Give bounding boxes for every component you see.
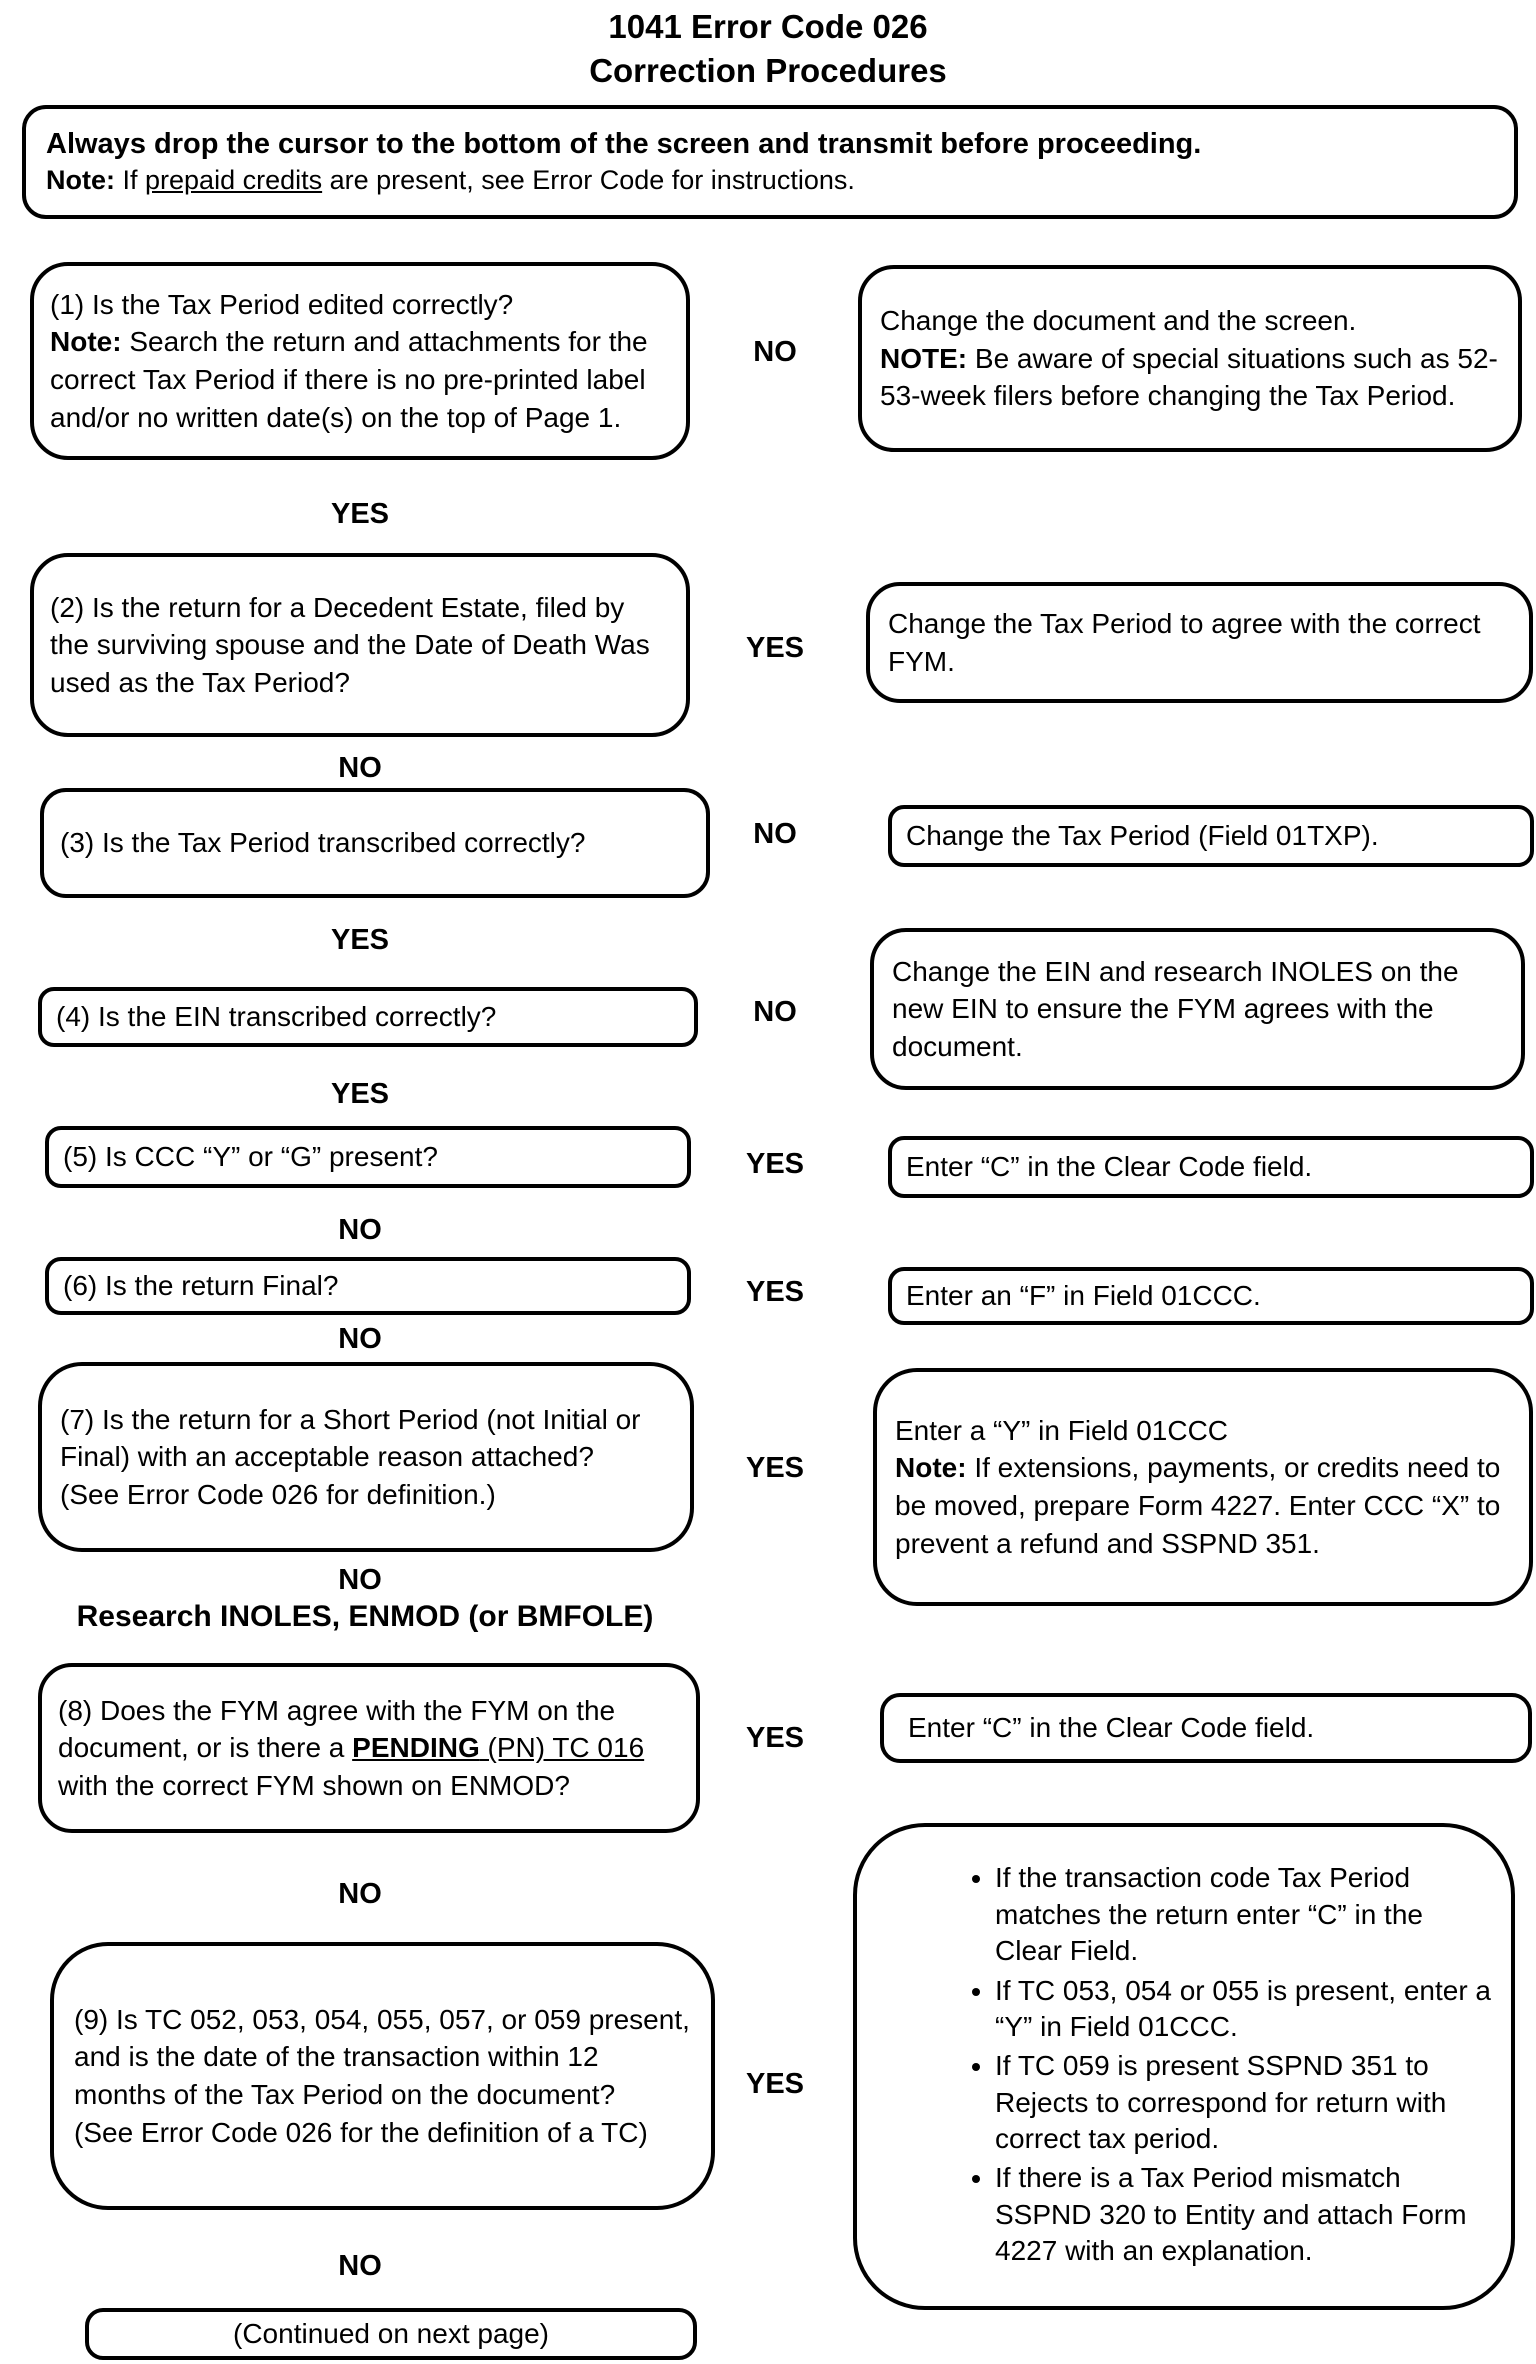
question-9-box xyxy=(50,1942,715,2210)
header-note-label: Note: xyxy=(46,165,115,196)
question-8-pending-rest: (PN) TC 016 xyxy=(479,1732,645,1764)
answer-7-main: Enter a “Y” in Field 01CCC xyxy=(895,1414,1229,1446)
label-yes-9: YES xyxy=(745,2068,805,2100)
answer-9-bullet: • If the transaction code Tax Period matches the return enter “C” in the Clear Field. xyxy=(995,1860,1495,1969)
question-8-pending-bold: PENDING xyxy=(352,1732,480,1764)
label-no-4: NO xyxy=(753,996,797,1028)
question-6-box xyxy=(45,1257,691,1315)
header-note-post: are present, see Error Code for instructions. xyxy=(322,165,855,196)
question-8-box xyxy=(38,1663,700,1833)
label-no-9: NO xyxy=(338,2250,382,2282)
answer-2-box xyxy=(866,582,1533,703)
answer-6-text: Enter an “F” in Field 01CCC. xyxy=(906,1280,1261,1312)
question-1-box xyxy=(30,262,690,460)
answer-9-box xyxy=(853,1823,1515,2310)
answer-7-text xyxy=(895,1412,1511,1562)
answer-5-box xyxy=(888,1136,1534,1198)
question-8-lead: (8) Does the FYM agree with the FYM on the document, or is there a xyxy=(58,1694,616,1764)
label-no-5: NO xyxy=(338,1214,382,1246)
answer-9-bullet: • If there is a Tax Period mismatch SSPND 320 to Entity and attach Form 4227 with an explanation. xyxy=(995,2160,1495,2269)
label-no-3: NO xyxy=(753,818,797,850)
header-note-pre: If xyxy=(115,165,146,196)
answer-1-box xyxy=(858,265,1522,452)
answer-6-box xyxy=(888,1267,1534,1325)
answer-4-text: Change the EIN and research INOLES on the new EIN to ensure the FYM agrees with the document. xyxy=(892,955,1459,1062)
answer-1-text xyxy=(880,302,1500,415)
question-4-box xyxy=(38,987,698,1047)
label-yes-8: YES xyxy=(745,1722,805,1754)
answer-9-bullet: • If TC 053, 054 or 055 is present, enter a “Y” in Field 01CCC. xyxy=(995,1973,1495,2046)
continued-text: (Continued on next page) xyxy=(233,2318,549,2350)
question-2-box xyxy=(30,553,690,737)
answer-1-main: Change the document and the screen. xyxy=(880,305,1357,337)
question-3-text: (3) Is the Tax Period transcribed correctly? xyxy=(60,827,586,859)
label-yes-1: YES xyxy=(330,498,390,530)
label-no-8: NO xyxy=(338,1878,382,1910)
research-instruction: Research INOLES, ENMOD (or BMFOLE) xyxy=(76,1600,654,1633)
question-1-note-text: Search the return and attachments for the correct Tax Period if there is no pre-printed label and/or no written date(s) on the top of Page 1. xyxy=(50,326,648,433)
question-6-text: (6) Is the return Final? xyxy=(63,1270,339,1302)
answer-1-note-label: NOTE: xyxy=(880,342,968,374)
question-1-text xyxy=(50,286,670,436)
answer-9-bullet-list xyxy=(857,1860,1511,2272)
answer-9-bullet: • If TC 059 is present SSPND 351 to Rejects to correspond for return with correct tax period. xyxy=(995,2048,1495,2157)
question-7-box xyxy=(38,1362,694,1552)
label-yes-7: YES xyxy=(745,1452,805,1484)
header-note-underline: prepaid credits xyxy=(145,165,323,196)
label-yes-4: YES xyxy=(330,1078,390,1110)
answer-5-text: Enter “C” in the Clear Code field. xyxy=(906,1151,1313,1183)
question-3-box xyxy=(40,788,710,898)
question-4-text: (4) Is the EIN transcribed correctly? xyxy=(56,1001,497,1033)
label-yes-5: YES xyxy=(745,1148,805,1180)
question-5-box xyxy=(45,1126,691,1188)
label-no-6: NO xyxy=(338,1323,382,1355)
question-5-text: (5) Is CCC “Y” or “G” present? xyxy=(63,1141,438,1173)
question-1-main: (1) Is the Tax Period edited correctly? xyxy=(50,288,514,320)
question-8-tail: with the correct FYM shown on ENMOD? xyxy=(58,1769,570,1801)
header-note-line2 xyxy=(46,163,1494,198)
answer-3-box xyxy=(888,805,1534,867)
answer-7-note-text: If extensions, payments, or credits need to be moved, prepare Form 4227. Enter CCC “X” to prevent a refund and SSPND 351. xyxy=(895,1452,1501,1559)
continued-box xyxy=(85,2308,697,2360)
answer-4-box xyxy=(870,928,1525,1090)
header-note-box xyxy=(22,105,1518,219)
answer-2-text: Change the Tax Period to agree with the correct FYM. xyxy=(888,607,1481,677)
answer-7-note-label: Note: xyxy=(895,1452,967,1484)
answer-7-box xyxy=(873,1368,1533,1606)
label-yes-2: YES xyxy=(745,632,805,664)
page-subtitle: Correction Procedures xyxy=(589,52,947,89)
label-no-2: NO xyxy=(338,752,382,784)
answer-3-text: Change the Tax Period (Field 01TXP). xyxy=(906,820,1379,852)
question-2-text: (2) Is the return for a Decedent Estate, filed by the surviving spouse and the Date of Death Was used as the Tax Period? xyxy=(50,591,650,698)
question-7-text: (7) Is the return for a Short Period (not Initial or Final) with an acceptable reason attached? xyxy=(60,1403,641,1473)
answer-1-note-text: Be aware of special situations such as 52-53-week filers before changing the Tax Period. xyxy=(880,342,1498,412)
question-7-see-line: (See Error Code 026 for definition.) xyxy=(60,1478,496,1510)
question-9-see-line: (See Error Code 026 for the definition of a TC) xyxy=(74,2116,648,2148)
answer-8-box xyxy=(880,1693,1532,1763)
page-title: 1041 Error Code 026 xyxy=(608,8,928,45)
answer-8-text: Enter “C” in the Clear Code field. xyxy=(908,1712,1315,1744)
question-9-text: (9) Is TC 052, 053, 054, 055, 057, or 059 present, and is the date of the transaction within 12 months of the Tax Period on the document? xyxy=(74,2003,690,2110)
question-1-note-label: Note: xyxy=(50,326,122,358)
question-8-text xyxy=(58,1692,680,1805)
label-yes-6: YES xyxy=(745,1276,805,1308)
header-note-line1: Always drop the cursor to the bottom of the screen and transmit before proceeding. xyxy=(46,127,1202,160)
label-no-7: NO xyxy=(338,1564,382,1596)
label-no-1: NO xyxy=(753,336,797,368)
label-yes-3: YES xyxy=(330,924,390,956)
